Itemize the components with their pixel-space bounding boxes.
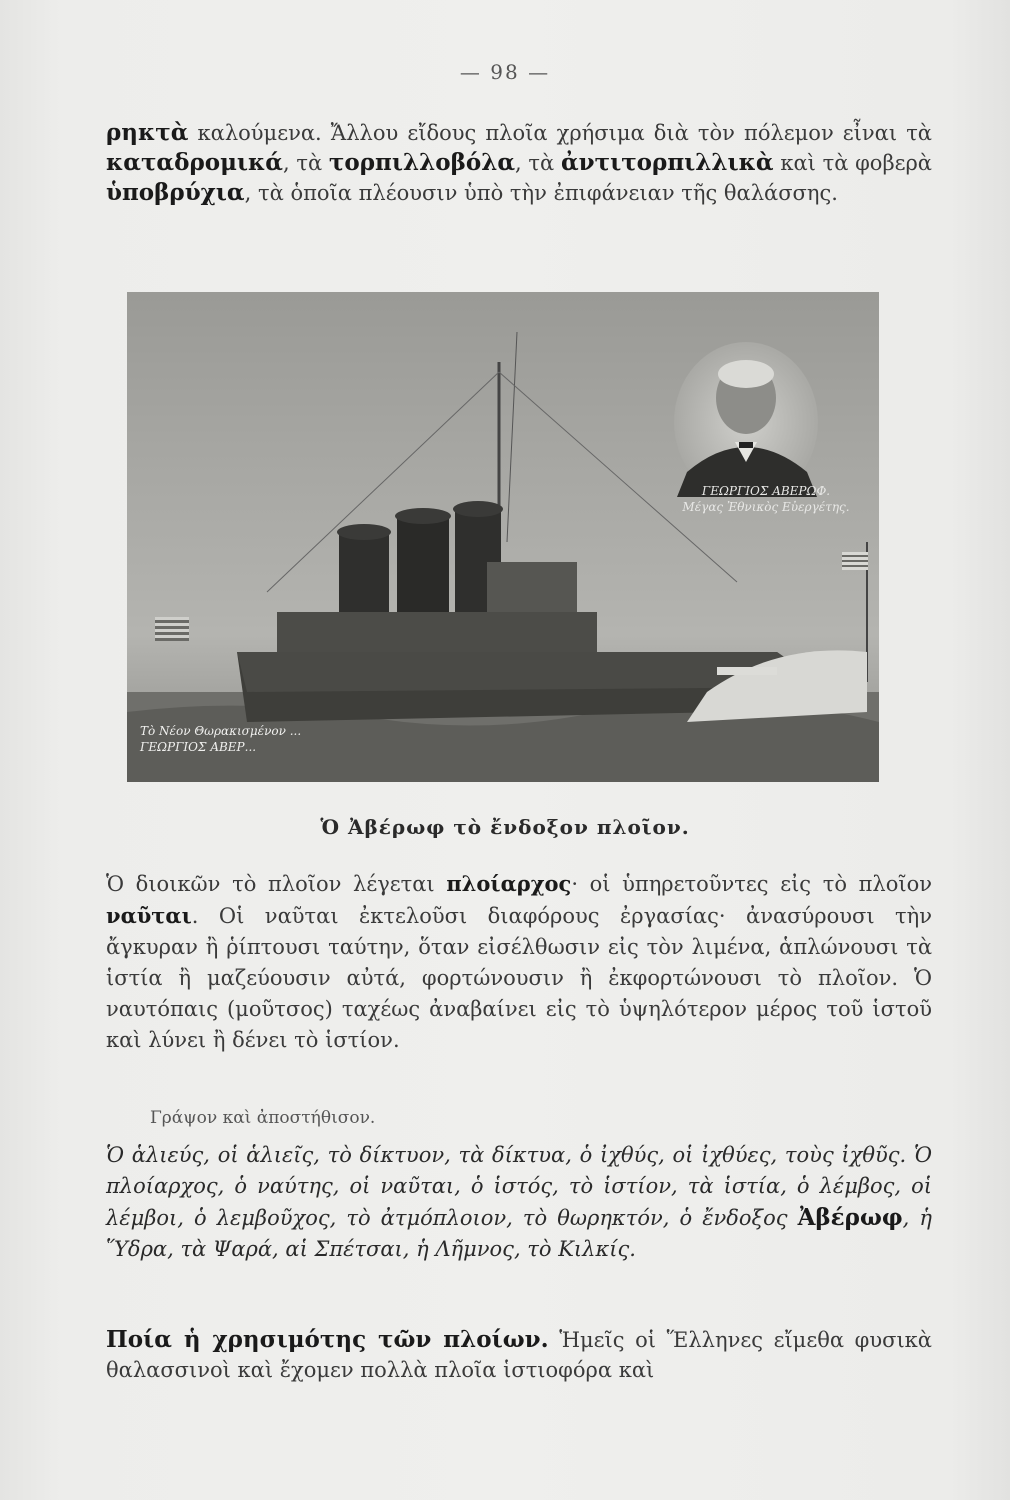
- averof-ship-photo: [127, 292, 879, 782]
- explain-term-1: πλοίαρχος: [446, 871, 572, 896]
- ship-inscription-line1: Τὸ Νέον Θωρακισμένον ...: [140, 724, 302, 738]
- usefulness-text: Ἡμεῖς οἱ Ἕλληνες εἴμεθα φυσικὰ θαλασσινοὶ καὶ ἔχομεν πολλὰ πλοῖα ἱστιοφόρα καὶ: [106, 1328, 932, 1382]
- ship-inscription: [140, 723, 500, 755]
- exercise-text-2: , ἡ Ὕδρα, τὰ Ψαρά, αἱ Σπέτσαι, ἡ Λῆμνος, τὸ Κιλκίς.: [106, 1206, 932, 1261]
- page-number: — 98 —: [459, 60, 551, 84]
- intro-term-5: ὑποβρύχια: [106, 179, 245, 206]
- explain-text-2: · οἱ ὑπηρετοῦντες εἰς τὸ πλοῖον: [571, 872, 932, 896]
- exercise-paragraph: [106, 1140, 932, 1265]
- usefulness-paragraph: [106, 1325, 932, 1385]
- exercise-label: Γράψον καὶ ἀποστήθισον.: [150, 1108, 376, 1128]
- exercise-term: Ἀβέρωφ: [797, 1204, 903, 1231]
- intro-text-3: , τὰ: [515, 151, 561, 175]
- figure-caption: Ὁ Ἀβέρωφ τὸ ἔνδοξον πλοῖον.: [320, 815, 690, 839]
- intro-term-1: ρηκτὰ: [106, 119, 189, 146]
- explain-term-2: ναῦται: [106, 903, 192, 928]
- intro-text-4: καὶ τὰ φοβερὰ: [773, 151, 932, 175]
- usefulness-heading: Ποία ἡ χρησιμότης τῶν πλοίων.: [106, 1326, 549, 1353]
- explain-paragraph: [106, 868, 932, 1056]
- explain-text-3: . Οἱ ναῦται ἐκτελοῦσι διαφόρους ἐργασίας· ἀνασύρουσι τὴν ἄγκυραν ἢ ῥίπτουσι ταύτην, ὅταν εἰσέλθωσιν εἰς τὸν λιμένα, ἁπλώνουσι τὰ ἱστία ἢ μαζεύουσιν αὐτά, φορτώνουσιν ἢ ἐκφορτώνουσι τὸ πλοῖον. Ὁ ναυτόπαις (μοῦτσος) ταχέως ἀναβαίνει εἰς τὸ ὑψηλότερον μέρος τοῦ ἱστοῦ καὶ λύνει ἢ δένει τὸ ἱστίον.: [106, 904, 932, 1052]
- portrait-caption-name: ΓΕΩΡΓΙΟΣ ΑΒΕΡΩΦ.: [701, 484, 831, 498]
- exercise-text-1: Ὁ ἁλιεύς, οἱ ἁλιεῖς, τὸ δίκτυον, τὰ δίκτυα, ὁ ἰχθύς, οἱ ἰχθύες, τοὺς ἰχθῦς. Ὁ πλοίαρχος, ὁ ναύτης, οἱ ναῦται, ὁ ἱστός, τὸ ἱστίον, τὰ ἱστία, ὁ λέμβος, οἱ λέμβοι, ὁ λεμβοῦχος, τὸ ἀτμόπλοιον, τὸ θωρηκτόν, ὁ ἔνδοξος: [106, 1143, 932, 1230]
- intro-term-3: τορπιλλοβόλα: [328, 149, 516, 176]
- explain-text-1: Ὁ διοικῶν τὸ πλοῖον λέγεται: [106, 872, 447, 896]
- intro-text-1: καλούμενα. Ἄλλου εἴδους πλοῖα χρήσιμα διὰ τὸν πόλεμον εἶναι τὰ: [188, 121, 932, 145]
- intro-text-5: , τὰ ὁποῖα πλέουσιν ὑπὸ τὴν ἐπιφάνειαν τῆς θαλάσσης.: [244, 181, 838, 205]
- ship-inscription-line2: ΓΕΩΡΓΙΟΣ ΑΒΕΡ...: [140, 740, 257, 754]
- intro-term-2: καταδρομικά: [106, 149, 283, 176]
- intro-text-2: , τὰ: [283, 151, 329, 175]
- portrait-caption: [650, 483, 882, 515]
- intro-term-4: ἀντιτορπιλλικὰ: [560, 149, 774, 176]
- ship-illustration: [127, 292, 879, 782]
- intro-paragraph: [106, 118, 932, 208]
- portrait-caption-title: Μέγας Ἐθνικὸς Εὐεργέτης.: [682, 500, 850, 514]
